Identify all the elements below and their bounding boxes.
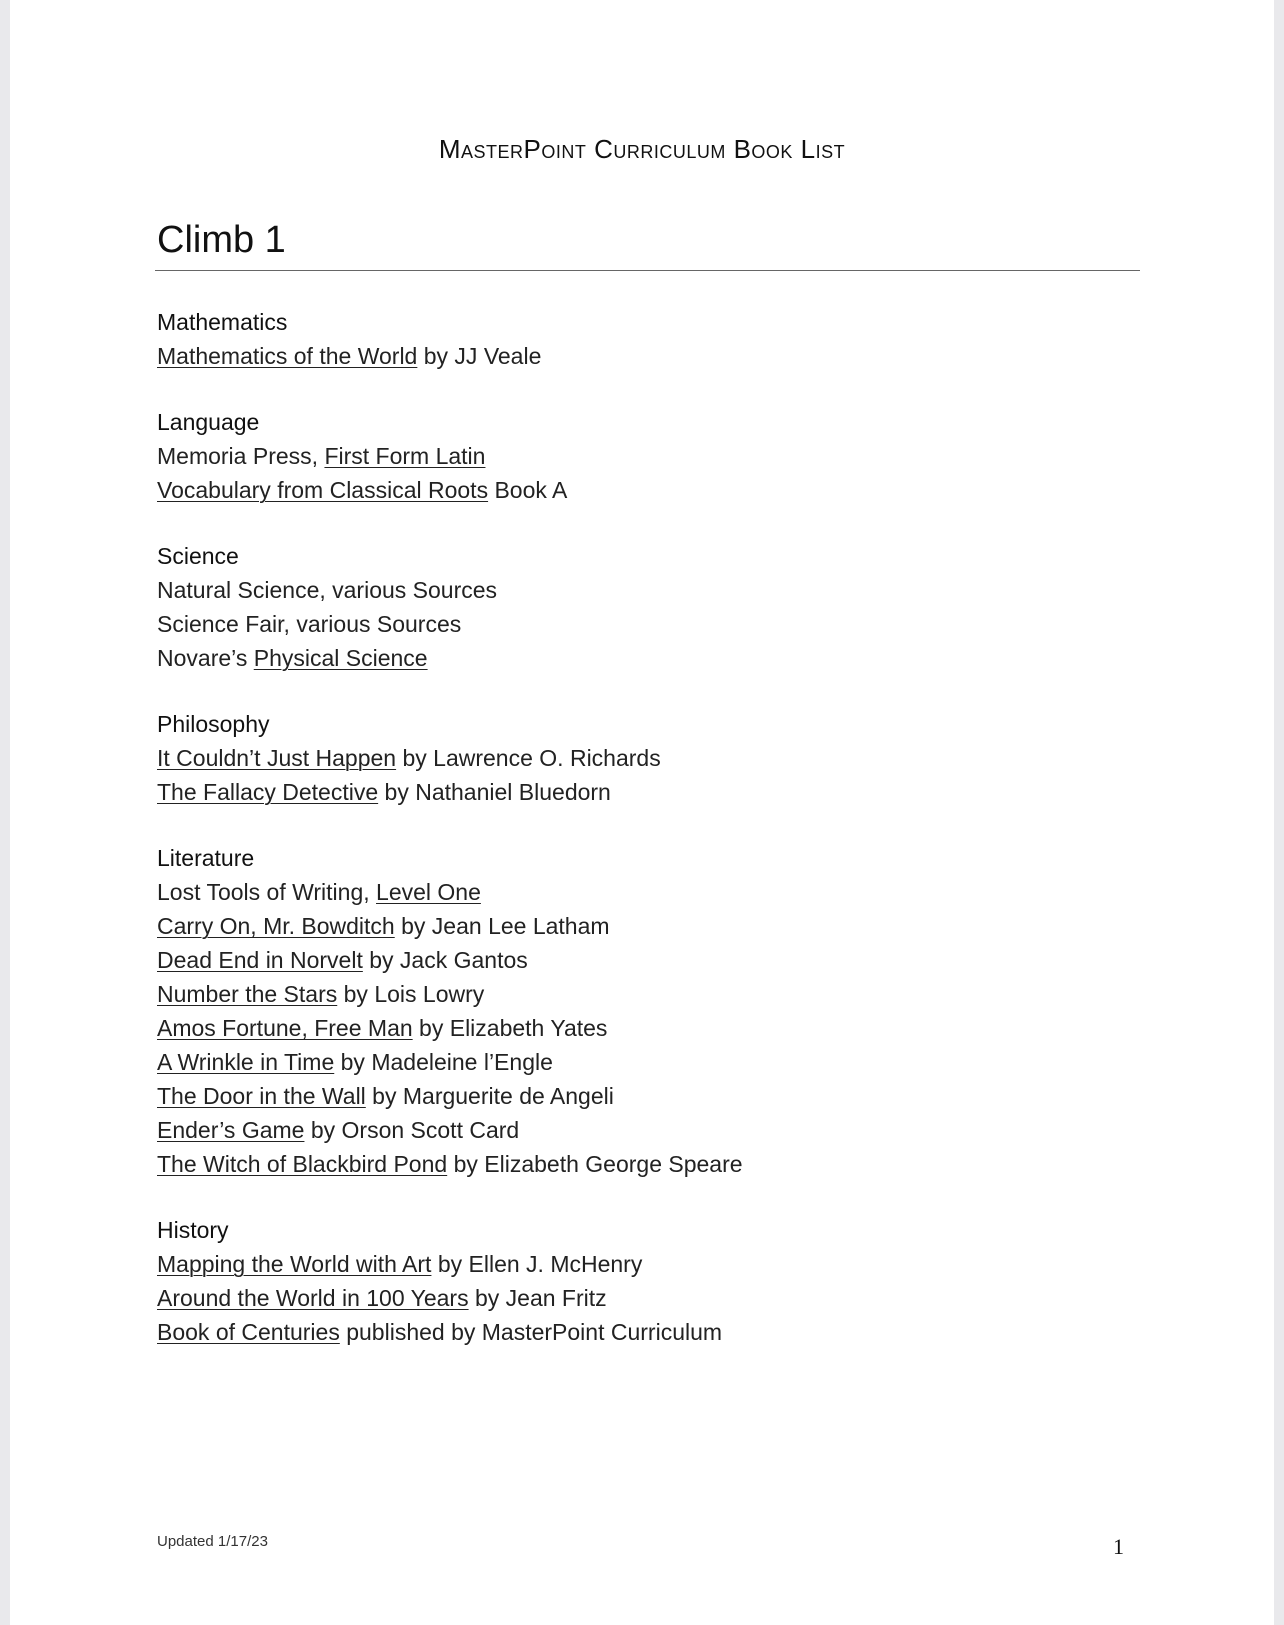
section-language	[157, 405, 1137, 507]
book-entry	[157, 909, 1137, 943]
book-entry	[157, 339, 1137, 373]
book-detail: by Lois Lowry	[337, 981, 485, 1007]
book-detail: by Jean Fritz	[468, 1285, 607, 1311]
book-detail: published by MasterPoint Curriculum	[339, 1319, 723, 1345]
book-entry	[157, 607, 1137, 641]
book-title: Carry On, Mr. Bowditch	[157, 913, 395, 939]
page-number: 1	[1113, 1534, 1124, 1559]
book-detail: Lost Tools of Writing,	[157, 879, 377, 905]
book-detail: by Ellen J. McHenry	[431, 1251, 643, 1277]
document-title: MasterPoint Curriculum Book List	[438, 134, 846, 164]
section-title: Philosophy	[157, 711, 270, 737]
section-history	[157, 1213, 1137, 1349]
book-title: Dead End in Norvelt	[157, 947, 363, 973]
book-entry	[157, 1045, 1137, 1079]
book-detail: by Orson Scott Card	[304, 1117, 520, 1143]
book-entry	[157, 473, 1137, 507]
book-title: Level One	[376, 879, 481, 905]
book-entry	[157, 943, 1137, 977]
book-detail: by Jean Lee Latham	[394, 913, 610, 939]
book-detail: by Elizabeth George Speare	[447, 1151, 743, 1177]
book-entry	[157, 1315, 1137, 1349]
book-title: It Couldn’t Just Happen	[157, 745, 397, 771]
book-title: Number the Stars	[157, 981, 338, 1007]
section-title: Science	[157, 543, 239, 569]
book-entry	[157, 641, 1137, 675]
heading-divider	[155, 270, 1140, 271]
book-detail: by Marguerite de Angeli	[365, 1083, 614, 1109]
book-entry	[157, 875, 1137, 909]
book-entry	[157, 1011, 1137, 1045]
book-entry	[157, 1147, 1137, 1181]
section-title: Literature	[157, 845, 255, 871]
book-title: The Witch of Blackbird Pond	[157, 1151, 448, 1177]
section-title: History	[157, 1217, 229, 1243]
book-detail: Science Fair, various Sources	[157, 611, 462, 637]
book-title: Amos Fortune, Free Man	[157, 1015, 413, 1041]
document-page	[10, 0, 1274, 1625]
book-detail: Novare’s	[157, 645, 254, 671]
book-entry	[157, 573, 1137, 607]
section-science	[157, 539, 1137, 675]
book-entry	[157, 1113, 1137, 1147]
book-entry	[157, 1079, 1137, 1113]
book-title: First Form Latin	[324, 443, 486, 469]
section-title: Mathematics	[157, 309, 288, 335]
book-detail: by Nathaniel Bluedorn	[378, 779, 611, 805]
book-list-sections	[157, 305, 1137, 1381]
book-entry	[157, 741, 1137, 775]
climb-heading: Climb 1	[157, 219, 286, 261]
book-entry	[157, 1247, 1137, 1281]
book-title: Vocabulary from Classical Roots	[157, 477, 489, 503]
book-detail: Memoria Press,	[157, 443, 325, 469]
book-detail: by Jack Gantos	[362, 947, 528, 973]
book-title: A Wrinkle in Time	[157, 1049, 335, 1075]
book-detail: by JJ Veale	[417, 343, 542, 369]
section-title: Language	[157, 409, 260, 435]
updated-date: Updated 1/17/23	[157, 1533, 268, 1550]
book-title: Ender’s Game	[157, 1117, 305, 1143]
book-detail: Book A	[488, 477, 568, 503]
book-title: Around the World in 100 Years	[157, 1285, 469, 1311]
book-detail: by Madeleine l’Engle	[334, 1049, 553, 1075]
book-detail: by Elizabeth Yates	[412, 1015, 608, 1041]
book-title: Mapping the World with Art	[157, 1251, 432, 1277]
book-detail: by Lawrence O. Richards	[396, 745, 661, 771]
book-entry	[157, 439, 1137, 473]
book-entry	[157, 1281, 1137, 1315]
book-title: Physical Science	[253, 645, 428, 671]
section-literature	[157, 841, 1137, 1181]
book-title: The Door in the Wall	[157, 1083, 366, 1109]
section-philosophy	[157, 707, 1137, 809]
section-mathematics	[157, 305, 1137, 373]
book-detail: Natural Science, various Sources	[157, 577, 498, 603]
book-entry	[157, 775, 1137, 809]
book-title: The Fallacy Detective	[157, 779, 379, 805]
book-entry	[157, 977, 1137, 1011]
book-title: Book of Centuries	[157, 1319, 340, 1345]
book-title: Mathematics of the World	[157, 343, 418, 369]
